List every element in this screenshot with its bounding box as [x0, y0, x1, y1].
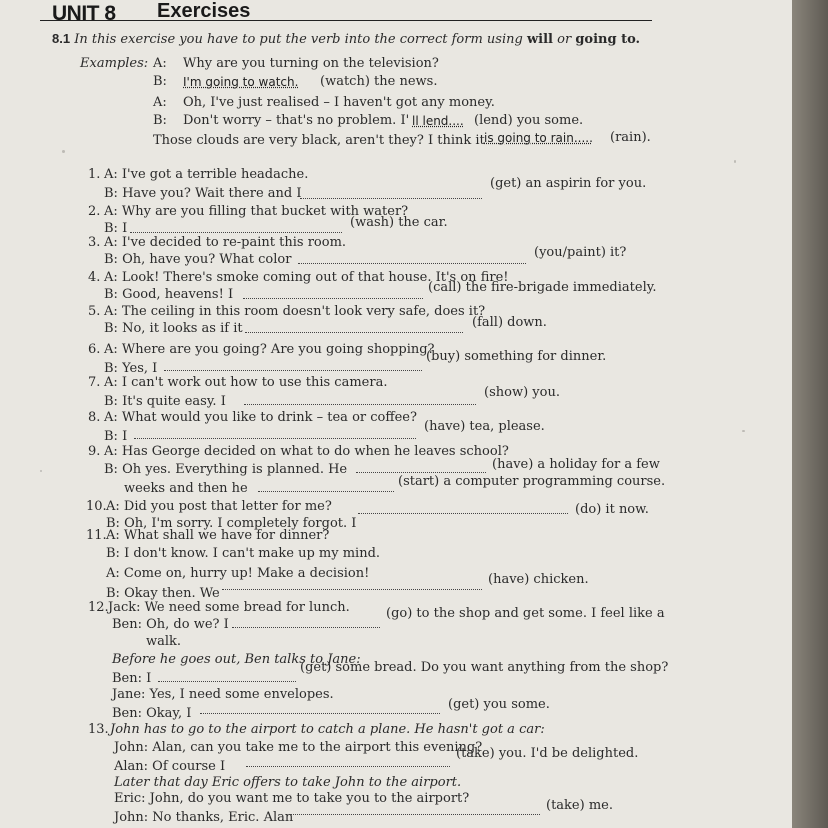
item-9-line-c: (have) a holiday for a few: [492, 457, 660, 472]
item-10-line-b: B: Oh, I'm sorry. I completely forgot. I: [106, 516, 357, 531]
example-2-speaker: B:: [153, 74, 167, 89]
item-2-blank[interactable]: [130, 232, 342, 233]
item-1-blank[interactable]: [300, 198, 482, 199]
item-1-line-b: B: Have you? Wait there and I: [104, 186, 302, 201]
item-3-line-b: B: Oh, have you? What color: [104, 252, 292, 267]
instruction-going-to: going to.: [575, 32, 641, 47]
item-2-line-c: (wash) the car.: [350, 215, 448, 230]
item-13-line-h: (take) me.: [546, 798, 613, 813]
item-3-line-a: A: I've decided to re-paint this room.: [104, 235, 347, 250]
item-7-line-a: A: I can't work out how to use this camera.: [104, 375, 388, 390]
exercise-number: 8.1: [52, 31, 71, 46]
item-9-blank-a[interactable]: [356, 472, 486, 473]
example-2-post: (watch) the news.: [320, 74, 438, 89]
item-9-line-b: B: Oh yes. Everything is planned. He: [104, 462, 348, 477]
item-13-number: 13.: [88, 722, 109, 737]
item-5-line-c: (fall) down.: [472, 315, 547, 330]
item-5-line-a: A: The ceiling in this room doesn't look very safe, does it?: [104, 304, 486, 319]
paper-speck: [742, 430, 745, 432]
item-8-line-b: B: I: [104, 429, 128, 444]
item-6-line-b: B: Yes, I: [104, 361, 158, 376]
instruction-text: In this exercise you have to put the verb into the correct form using: [74, 32, 523, 47]
example-1-speaker: A:: [153, 56, 167, 71]
instruction-or: or: [557, 32, 572, 47]
item-6-line-a: A: Where are you going? Are you going shopping?: [104, 342, 435, 357]
item-2-number: 2.: [88, 204, 101, 219]
example-1-text: Why are you turning on the television?: [183, 56, 439, 71]
item-13-line-e: Later that day Eric offers to take John to the airport.: [114, 775, 462, 790]
example-3-speaker: A:: [153, 95, 167, 110]
instruction: [52, 31, 640, 48]
item-9-line-a: A: Has George decided on what to do when he leaves school?: [104, 444, 509, 459]
item-12-number: 12.: [88, 600, 109, 615]
item-12-blank-a[interactable]: [232, 627, 380, 628]
item-7-line-c: (show) you.: [484, 385, 560, 400]
item-3-line-c: (you/paint) it?: [534, 245, 627, 260]
item-11-line-d: B: Okay then. We: [106, 586, 220, 601]
item-12-line-d: walk.: [146, 634, 182, 649]
item-9-line-d: weeks and then he: [124, 481, 248, 496]
item-10-blank[interactable]: [358, 513, 568, 514]
item-1-line-c: (get) an aspirin for you.: [490, 176, 647, 191]
item-5-blank[interactable]: [245, 332, 463, 333]
item-5-number: 5.: [88, 304, 101, 319]
item-12-blank-c[interactable]: [200, 713, 440, 714]
instruction-will: will: [526, 32, 553, 47]
paper-speck: [734, 160, 736, 163]
item-12-line-c: (go) to the shop and get some. I feel like a: [386, 606, 665, 621]
item-12-blank-b[interactable]: [158, 681, 296, 682]
paper-speck: [62, 150, 65, 153]
item-4-blank[interactable]: [243, 298, 423, 299]
item-11-blank[interactable]: [222, 589, 482, 590]
paper-speck: [40, 470, 42, 472]
item-11-line-a: A: What shall we have for dinner?: [106, 528, 330, 543]
item-7-number: 7.: [88, 375, 101, 390]
item-3-blank[interactable]: [298, 263, 526, 264]
header-rule: [40, 20, 652, 21]
item-12-line-e: Before he goes out, Ben talks to Jane:: [112, 652, 361, 667]
item-10-line-c: (do) it now.: [575, 502, 649, 517]
item-2-line-b: B: I: [104, 221, 128, 236]
item-2-line-a: A: Why are you filling that bucket with water?: [104, 204, 409, 219]
item-4-line-a: A: Look! There's smoke coming out of that house. It's on fire!: [104, 270, 509, 285]
item-6-number: 6.: [88, 342, 101, 357]
item-8-blank[interactable]: [134, 438, 416, 439]
page-edge-shadow: [792, 0, 828, 828]
item-13-line-a: John has to go to the airport to catch a plane. He hasn't got a car:: [110, 722, 545, 737]
example-2-answer: I'm going to watch.: [183, 75, 299, 89]
unit-label: UNIT 8: [52, 2, 116, 25]
example-3-text: Oh, I've just realised – I haven't got any money.: [183, 95, 495, 110]
item-12-line-b: Ben: Oh, do we? I: [112, 617, 229, 632]
item-10-line-a: A: Did you post that letter for me?: [106, 499, 332, 514]
item-13-blank-a[interactable]: [246, 766, 450, 767]
example-5-answer: is going to rain.....: [484, 131, 593, 145]
item-8-line-a: A: What would you like to drink – tea or coffee?: [104, 410, 417, 425]
item-9-line-e: (start) a computer programming course.: [398, 474, 666, 489]
item-3-number: 3.: [88, 235, 101, 250]
item-4-line-c: (call) the fire-brigade immediately.: [428, 280, 657, 295]
item-11-line-e: (have) chicken.: [488, 572, 589, 587]
example-5-pre: Those clouds are very black, aren't they? I think it: [153, 133, 485, 148]
item-1-number: 1.: [88, 167, 101, 182]
item-8-line-c: (have) tea, please.: [424, 419, 545, 434]
example-4-speaker: B:: [153, 113, 167, 128]
item-12-line-i: Ben: Okay, I: [112, 706, 192, 721]
item-5-line-b: B: No, it looks as if it: [104, 321, 243, 336]
example-5-post: (rain).: [610, 130, 651, 145]
item-4-line-b: B: Good, heavens! I: [104, 287, 234, 302]
item-11-line-c: A: Come on, hurry up! Make a decision!: [106, 566, 370, 581]
item-13-line-g: John: No thanks, Eric. Alan: [114, 810, 294, 825]
item-13-line-c: Alan: Of course I: [114, 759, 226, 774]
item-7-blank[interactable]: [244, 404, 476, 405]
item-13-line-b: John: Alan, can you take me to the airport this evening?: [114, 740, 483, 755]
item-12-line-j: (get) you some.: [448, 697, 550, 712]
example-4-pre: Don't worry – that's no problem. I': [183, 113, 410, 128]
item-11-line-b: B: I don't know. I can't make up my mind.: [106, 546, 381, 561]
item-8-number: 8.: [88, 410, 101, 425]
item-12-line-a: Jack: We need some bread for lunch.: [108, 600, 350, 615]
item-7-line-b: B: It's quite easy. I: [104, 394, 226, 409]
examples-label: Examples:: [80, 56, 149, 71]
item-13-line-f: Eric: John, do you want me to take you to the airport?: [114, 791, 470, 806]
item-12-line-h: Jane: Yes, I need some envelopes.: [112, 687, 334, 702]
item-11-number: 11.: [86, 528, 107, 543]
item-6-blank[interactable]: [164, 370, 422, 371]
item-10-number: 10.: [86, 499, 107, 514]
item-12-line-f: Ben: I: [112, 671, 152, 686]
item-1-line-a: A: I've got a terrible headache.: [104, 167, 309, 182]
example-4-answer: ll lend....: [412, 114, 464, 128]
item-13-line-d: (take) you. I'd be delighted.: [456, 746, 639, 761]
item-6-line-c: (buy) something for dinner.: [426, 349, 607, 364]
example-4-post: (lend) you some.: [474, 113, 584, 128]
item-4-number: 4.: [88, 270, 101, 285]
page-title: Exercises: [157, 0, 251, 22]
item-9-number: 9.: [88, 444, 101, 459]
item-12-line-g: (get) some bread. Do you want anything from the shop?: [300, 660, 669, 675]
item-9-blank-b[interactable]: [258, 491, 394, 492]
item-13-blank-b[interactable]: [290, 814, 540, 815]
